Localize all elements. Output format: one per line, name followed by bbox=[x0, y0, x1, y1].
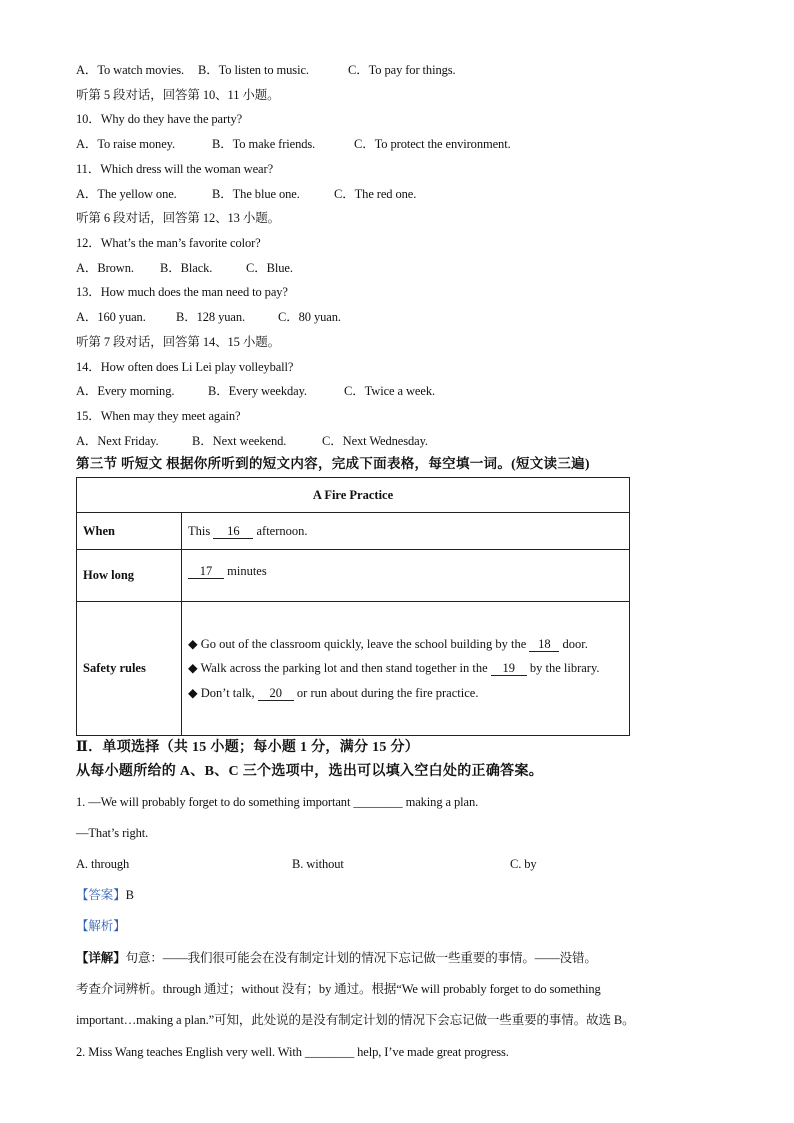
option[interactable]: C．Blue. bbox=[246, 261, 293, 275]
option[interactable]: A．Brown. bbox=[76, 261, 134, 275]
rule-text: ◆ Don’t talk, bbox=[188, 685, 255, 700]
answer-line bbox=[76, 887, 134, 903]
dialog-instruction: 听第 5 段对话，回答第 10、11 小题。 bbox=[76, 88, 280, 102]
option[interactable]: B．Next weekend. bbox=[192, 434, 287, 448]
option[interactable]: B．Every weekday. bbox=[208, 384, 307, 398]
explanation-line: important…making a plan.”可知，此处说的是没有制定计划的情况下会忘记做一些重要的事情。故选 B。 bbox=[76, 1013, 635, 1027]
answer-value: B bbox=[125, 888, 134, 902]
section-heading: 第三节 听短文 根据你所听到的短文内容，完成下面表格，每空填一词。(短文读三遍) bbox=[76, 456, 590, 471]
option[interactable]: C. by bbox=[510, 857, 537, 871]
detail-text: 句意：——我们很可能会在没有制定计划的情况下忘记做一些重要的事情。——没错。 bbox=[125, 951, 597, 965]
q13-options bbox=[76, 309, 341, 325]
q12-options bbox=[76, 260, 293, 276]
row-label-how-long: How long bbox=[77, 550, 182, 602]
blank-18: 18 bbox=[529, 637, 559, 652]
option[interactable]: B．128 yuan. bbox=[176, 310, 246, 324]
option[interactable]: C．Next Wednesday. bbox=[322, 434, 428, 448]
option[interactable]: A．Next Friday. bbox=[76, 434, 159, 448]
blank-16: 16 bbox=[213, 524, 253, 539]
row-label-safety-rules: Safety rules bbox=[77, 602, 182, 736]
rule-text: or run about during the fire practice. bbox=[296, 685, 479, 700]
rule-text: ◆ Walk across the parking lot and then stand together in the bbox=[188, 661, 488, 676]
question-12: 12．What’s the man’s favorite color? bbox=[76, 236, 261, 250]
option[interactable]: B．To listen to music. bbox=[198, 63, 309, 77]
table-title: A Fire Practice bbox=[77, 478, 630, 513]
blank-17: 17 bbox=[188, 564, 224, 579]
question-13: 13．How much does the man need to pay? bbox=[76, 285, 288, 299]
q10-options bbox=[76, 136, 511, 152]
cell-text: afternoon. bbox=[256, 523, 308, 538]
option[interactable]: C．To pay for things. bbox=[348, 63, 456, 77]
blank-19: 19 bbox=[491, 661, 527, 676]
option[interactable]: A．160 yuan. bbox=[76, 310, 146, 324]
option[interactable]: B．To make friends. bbox=[212, 137, 316, 151]
mc-question-1-reply: —That’s right. bbox=[76, 826, 149, 840]
rule-text: by the library. bbox=[529, 661, 600, 676]
analysis-tag: 【解析】 bbox=[76, 919, 126, 933]
dialog-instruction: 听第 7 段对话，回答第 14、15 小题。 bbox=[76, 335, 281, 349]
mc-question-2: 2. Miss Wang teaches English very well. With ________ help, I’ve made great progress. bbox=[76, 1045, 509, 1059]
option[interactable]: C．Twice a week. bbox=[344, 384, 435, 398]
rule-item bbox=[188, 632, 623, 657]
option[interactable]: B. without bbox=[292, 857, 344, 871]
option[interactable]: A．Every morning. bbox=[76, 384, 175, 398]
mc1-options bbox=[76, 856, 537, 872]
q9-options bbox=[76, 62, 456, 78]
option[interactable]: B．Black. bbox=[160, 261, 213, 275]
cell-text: minutes bbox=[227, 564, 267, 578]
question-11: 11．Which dress will the woman wear? bbox=[76, 162, 274, 176]
cell-safety-rules bbox=[182, 602, 630, 736]
row-label-when: When bbox=[77, 513, 182, 550]
question-14: 14．How often does Li Lei play volleyball? bbox=[76, 360, 294, 374]
rule-text: door. bbox=[562, 636, 588, 651]
explanation-line: 考查介词辨析。through 通过；without 没有；by 通过。根据“We will probably forget to do something bbox=[76, 982, 601, 996]
option[interactable]: A．To watch movies. bbox=[76, 63, 185, 77]
mc-question-1: 1. —We will probably forget to do something important ________ making a plan. bbox=[76, 795, 479, 809]
part2-heading: Ⅱ．单项选择（共 15 小题；每小题 1 分，满分 15 分） bbox=[76, 740, 420, 755]
option[interactable]: C．To protect the environment. bbox=[354, 137, 511, 151]
part2-instruction: 从每小题所给的 A、B、C 三个选项中，选出可以填入空白处的正确答案。 bbox=[76, 764, 544, 779]
rule-item bbox=[188, 656, 623, 681]
q15-options bbox=[76, 433, 428, 449]
option[interactable]: A. through bbox=[76, 857, 130, 871]
option[interactable]: A．To raise money. bbox=[76, 137, 176, 151]
q14-options bbox=[76, 383, 435, 399]
cell-when bbox=[182, 513, 630, 550]
option[interactable]: A．The yellow one. bbox=[76, 187, 177, 201]
blank-20: 20 bbox=[258, 686, 294, 701]
question-15: 15．When may they meet again? bbox=[76, 409, 241, 423]
option[interactable]: C．80 yuan. bbox=[278, 310, 341, 324]
detail-line bbox=[76, 950, 597, 966]
rule-text: ◆ Go out of the classroom quickly, leave the school building by the bbox=[188, 636, 527, 651]
option[interactable]: C．The red one. bbox=[334, 187, 417, 201]
detail-tag: 【详解】 bbox=[76, 951, 126, 965]
cell-text: This bbox=[188, 523, 211, 538]
cell-how-long bbox=[182, 550, 630, 602]
q11-options bbox=[76, 186, 416, 202]
rule-item bbox=[188, 681, 623, 706]
dialog-instruction: 听第 6 段对话，回答第 12、13 小题。 bbox=[76, 211, 281, 225]
fire-practice-table bbox=[76, 477, 630, 736]
answer-tag: 【答案】 bbox=[76, 888, 126, 902]
question-10: 10．Why do they have the party? bbox=[76, 112, 243, 126]
option[interactable]: B．The blue one. bbox=[212, 187, 300, 201]
